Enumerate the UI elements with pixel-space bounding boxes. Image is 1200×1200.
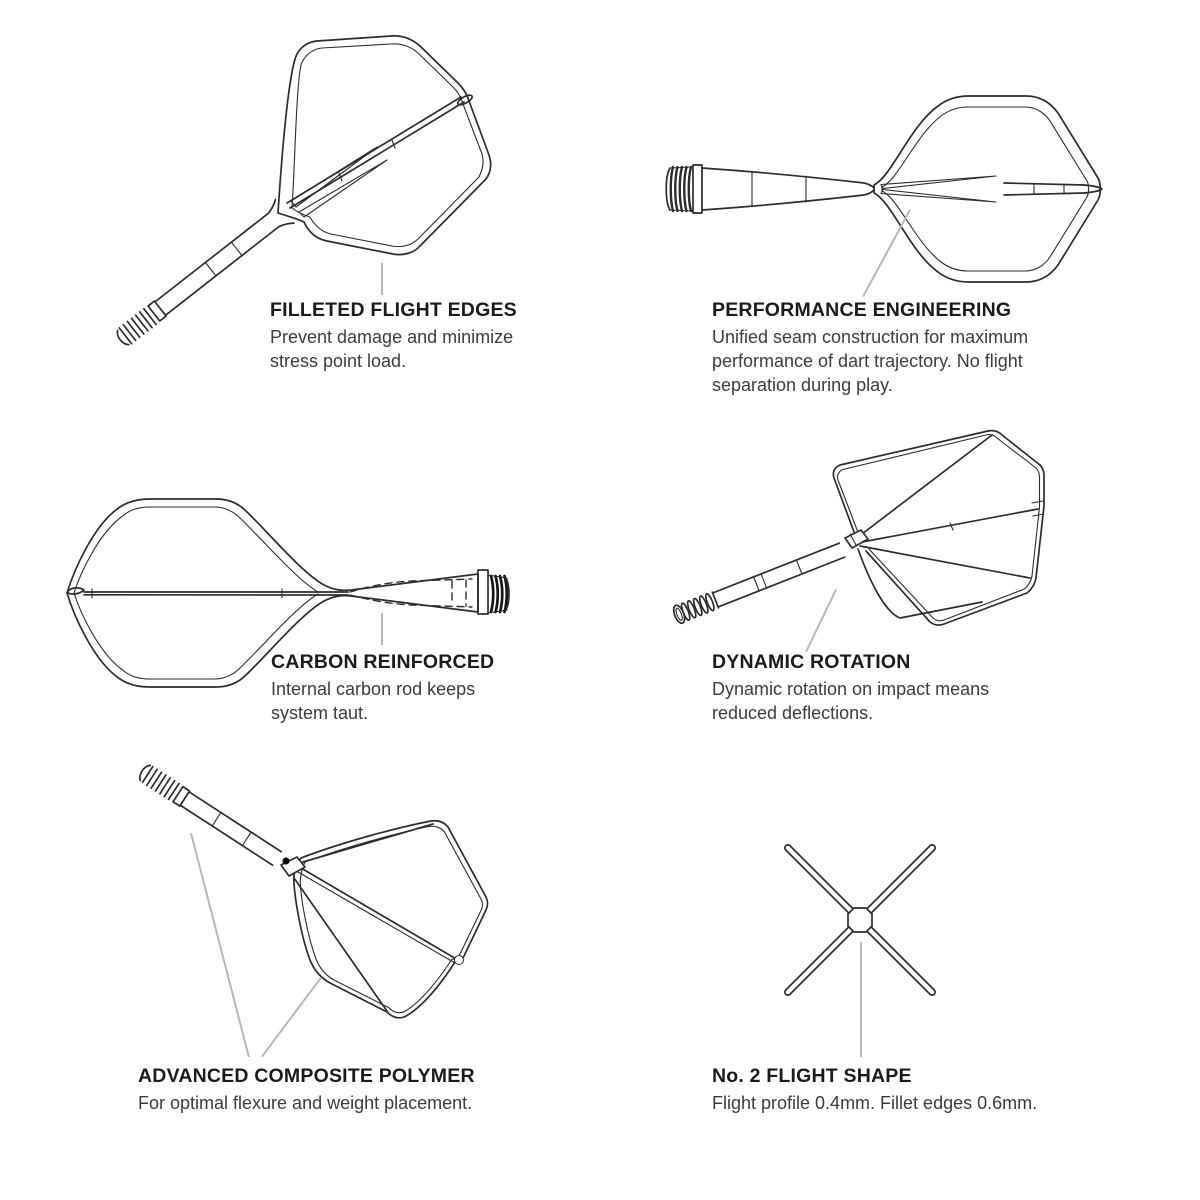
- leader-line: [860, 942, 862, 1057]
- spine: [68, 588, 348, 598]
- dart-flight-profile-illustration: [660, 88, 1110, 293]
- center-hub: [848, 908, 872, 932]
- feature-description: For optimal flexure and weight placement.: [138, 1093, 473, 1113]
- feature-heading: No. 2 FLIGHT SHAPE: [712, 1065, 912, 1087]
- shaft-and-threaded-tip: [671, 541, 845, 624]
- threaded-tip: [488, 575, 509, 613]
- feature-description: Internal carbon rod keeps system taut.: [271, 679, 476, 723]
- feature-section-carbon-reinforced: [55, 490, 535, 740]
- feature-section-dynamic-rotation: [640, 416, 1080, 736]
- feature-heading: FILLETED FLIGHT EDGES: [270, 299, 517, 321]
- flight-body: [874, 96, 1100, 282]
- flight-body: [278, 36, 491, 255]
- feature-heading: DYNAMIC ROTATION: [712, 651, 911, 673]
- shaft-and-threaded-tip: [111, 199, 294, 351]
- dart-rear-wireframe-illustration: [115, 750, 515, 1040]
- feature-section-performance-engineering: [642, 85, 1122, 415]
- collar: [478, 570, 488, 614]
- leader-line: [381, 263, 383, 295]
- flight-wireframe: [833, 431, 1044, 625]
- flight-wireframe: [294, 821, 488, 1018]
- dart-flight-wireframe-illustration: [642, 418, 1062, 653]
- feature-section-advanced-composite-polymer: [110, 748, 590, 1148]
- seam-spine: [881, 176, 1102, 202]
- feature-description: Prevent damage and minimize stress point load.: [270, 327, 514, 371]
- flight-spine: [287, 93, 474, 217]
- feature-description: Dynamic rotation on impact means reduced deflections.: [712, 679, 990, 723]
- threaded-tip: [666, 165, 702, 213]
- shaft-and-threaded-tip: [137, 763, 282, 866]
- feature-section-filleted-flight-edges: [60, 10, 560, 400]
- leader-line: [381, 613, 383, 645]
- feature-description: Flight profile 0.4mm. Fillet edges 0.6mm.: [712, 1093, 1038, 1113]
- shaft: [702, 168, 874, 210]
- feature-heading: CARBON REINFORCED: [271, 651, 495, 673]
- feature-heading: ADVANCED COMPOSITE POLYMER: [138, 1065, 475, 1087]
- feature-section-no-2-flight-shape: [700, 800, 1160, 1140]
- feature-heading: PERFORMANCE ENGINEERING: [712, 299, 1012, 321]
- feature-description: Unified seam construction for maximum performance of dart trajectory. No flight separation during play.: [712, 327, 1029, 395]
